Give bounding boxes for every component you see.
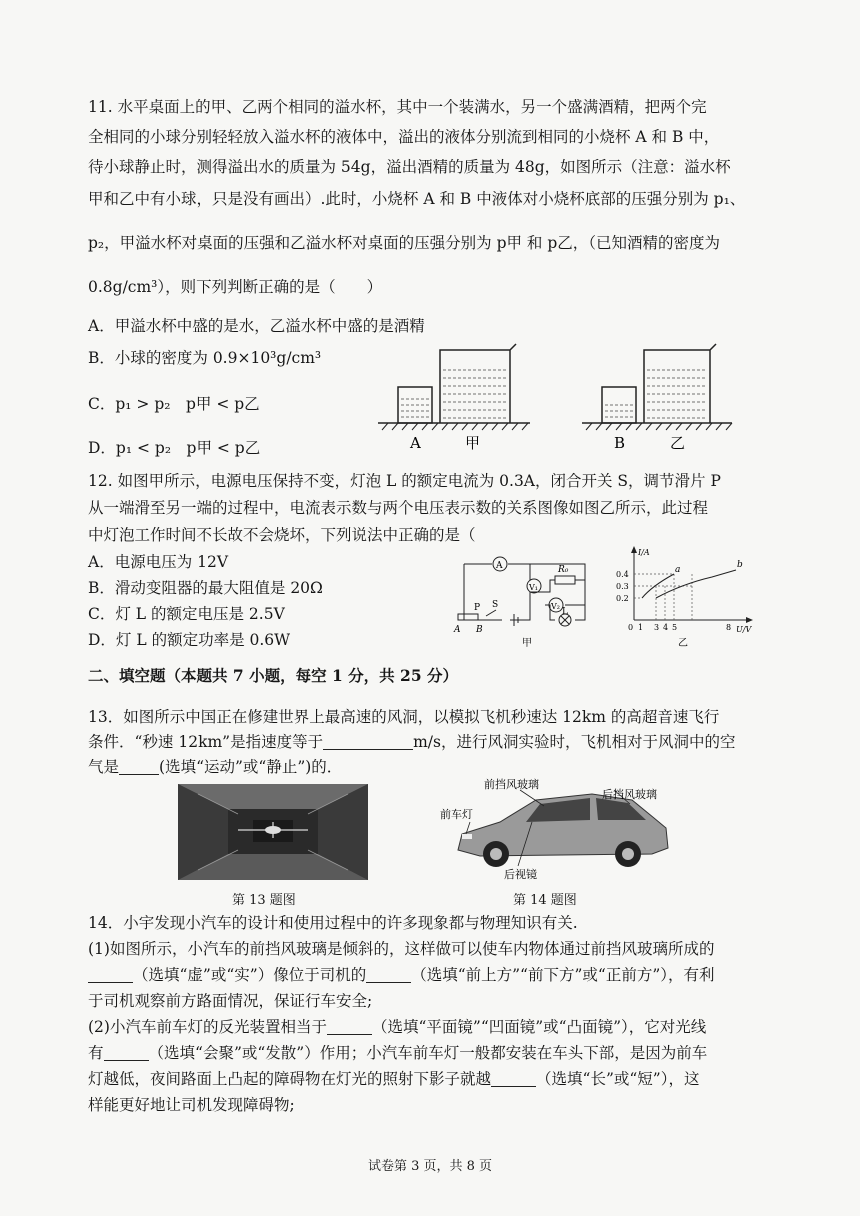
end-b-label: B	[476, 625, 483, 635]
q14-blank-light-effect[interactable]	[104, 1044, 149, 1061]
q14-line-5-pre: (2)小汽车前车灯的反光装置相当于	[88, 1018, 327, 1036]
q12-line-1: 12. 如图甲所示，电源电压保持不变，灯泡 L 的额定电流为 0.3A，闭合开关 S，调节滑片 P	[88, 472, 721, 490]
q11-line-6: 0.8g/cm³），则下列判断正确的是（ ）	[88, 278, 383, 296]
q14-blank-shadow-length[interactable]	[491, 1070, 536, 1087]
q11-line-3: 待小球静止时，测得溢出水的质量为 54g，溢出酒精的质量为 48g，如图所示（注意：溢水杯	[88, 158, 731, 176]
q14-blank-image-type[interactable]	[88, 966, 133, 983]
q11-line-4: 甲和乙中有小球，只是没有画出）.此时，小烧杯 A 和 B 中液体对小烧杯底部的压强分别为 p₁、	[88, 190, 746, 208]
graph-caption: 乙	[678, 638, 688, 649]
wind-tunnel-photo	[178, 784, 368, 880]
q13-blank-motion[interactable]	[119, 758, 159, 775]
q13-line-3	[88, 756, 778, 778]
lamp-l-label: L	[562, 607, 568, 617]
q14-line-6-pre: 有	[88, 1044, 104, 1062]
q14-line-6-post: （选填“会聚”或“发散”）作用；小汽车前车灯一般都安装在车头下部，是因为前车	[148, 1044, 708, 1062]
xtick-4: 4	[663, 623, 669, 632]
end-a-label: A	[454, 625, 461, 635]
q13-line-3-post: (选填“运动”或“静止”)的．	[159, 758, 343, 776]
xtick-8: 8	[726, 623, 732, 632]
q13-figure-caption: 第 13 题图	[232, 893, 296, 908]
q13-line-3-pre: 气是	[88, 758, 120, 776]
r0-label: R₀	[558, 565, 569, 575]
q13-line-2-post: m/s，进行风洞实验时，飞机相对于风洞中的空	[413, 733, 736, 751]
beaker-group-b-yi	[582, 344, 732, 452]
q14-figure-caption: 第 14 题图	[513, 893, 577, 908]
v2-label: V₂	[551, 602, 560, 611]
q14-line-4: 于司机观察前方路面情况，保证行车安全;	[88, 992, 373, 1010]
q14-line-3-mid: （选填“虚”或“实”）像位于司机的	[133, 966, 367, 984]
q11-option-c: C．p₁ > p₂ p甲 < p乙	[88, 395, 260, 413]
q14-line-1: 14．小宇发现小汽车的设计和使用过程中的许多现象都与物理知识有关.	[88, 914, 578, 932]
label-jia: 甲	[465, 434, 481, 452]
overflow-cup-yi	[644, 344, 716, 423]
q11-option-d: D．p₁ < p₂ p甲 < p乙	[88, 439, 261, 457]
car-figure	[440, 778, 700, 882]
q14-blank-mirror-type[interactable]	[327, 1018, 372, 1035]
q14-line-8: 样能更好地让司机发现障碍物;	[88, 1096, 295, 1114]
y-axis-label: I/A	[638, 548, 650, 557]
curve-b-label: b	[737, 560, 743, 570]
q14-blank-image-position[interactable]	[366, 966, 411, 983]
ytick-0-2: 0.2	[616, 594, 629, 603]
iu-graph	[612, 544, 762, 650]
xtick-0: 0	[628, 623, 634, 632]
q12-line-3: 中灯泡工作时间不长故不会烧坏，下列说法中正确的是（	[88, 526, 476, 544]
ammeter-label: A	[496, 561, 503, 571]
q14-line-7-post: （选填“长”或“短”），这	[536, 1070, 700, 1088]
q11-line-2: 全相同的小球分别轻轻放入溢水杯的液体中，溢出的液体分别流到相同的小烧杯 A 和 B 中，	[88, 128, 720, 146]
label-rear-glass: 后挡风玻璃	[602, 788, 657, 801]
ytick-0-4: 0.4	[616, 570, 629, 579]
label-mirror: 后视镜	[504, 868, 537, 881]
q12-option-a: A．电源电压为 12V	[88, 553, 229, 571]
xtick-1: 1	[638, 623, 644, 632]
overflow-cup-jia	[440, 344, 516, 423]
q12-option-b: B．滑动变阻器的最大阻值是 20Ω	[88, 579, 323, 597]
q11-line-5: p₂，甲溢水杯对桌面的压强和乙溢水杯对桌面的压强分别为 p甲 和 p乙，（已知酒精的密度为	[88, 234, 721, 252]
q11-line-1: 11. 水平桌面上的甲、乙两个相同的溢水杯，其中一个装满水，另一个盛满酒精，把两个完	[88, 98, 707, 116]
q14-line-3-post: （选填“前上方”“前下方”或“正前方”），有利	[411, 966, 715, 984]
label-headlight: 前车灯	[440, 808, 473, 821]
x-axis-label: U/V	[736, 625, 752, 634]
switch-s-label: S	[492, 600, 499, 610]
label-yi: 乙	[670, 434, 686, 452]
q14-line-7-pre: 灯越低，夜间路面上凸起的障碍物在灯光的照射下影子就越	[88, 1070, 492, 1088]
q14-line-7	[88, 1068, 778, 1090]
beaker-group-a-jia	[378, 344, 530, 452]
slider-p-label: P	[474, 603, 481, 613]
beaker-figure	[370, 342, 770, 457]
q11-option-a: A．甲溢水杯中盛的是水，乙溢水杯中盛的是酒精	[88, 317, 425, 335]
ytick-0-3: 0.3	[616, 582, 629, 591]
xtick-5: 5	[672, 623, 678, 632]
xtick-3: 3	[654, 623, 660, 632]
label-b: B	[614, 434, 626, 452]
rheostat-symbol	[458, 614, 478, 620]
q14-line-3	[88, 964, 778, 986]
q13-line-1: 13．如图所示中国正在修建世界上最高速的风洞，以模拟飞机秒速达 12km 的高超音速飞行	[88, 708, 720, 726]
q13-line-2-pre: 条件．“秒速 12km”是指速度等于	[88, 733, 324, 751]
circuit-caption: 甲	[522, 638, 532, 649]
section-2-heading: 二、填空题（本题共 7 小题，每空 1 分，共 25 分）	[88, 666, 459, 685]
curve-a-label: a	[675, 565, 681, 575]
q14-line-6	[88, 1042, 778, 1064]
q13-line-2	[88, 731, 778, 753]
resistor-r0	[555, 576, 575, 584]
q12-option-d: D．灯 L 的额定功率是 0.6W	[88, 631, 291, 649]
q13-blank-speed[interactable]	[323, 733, 413, 750]
q12-line-2: 从一端滑至另一端的过程中，电流表示数与两个电压表示数的关系图像如图乙所示，此过程	[88, 499, 709, 517]
v1-label: V₁	[529, 583, 538, 592]
circuit-diagram	[450, 550, 598, 650]
q14-line-5-post: （选填“平面镜”“凹面镜”或“凸面镜”），它对光线	[371, 1018, 707, 1036]
label-a: A	[410, 434, 421, 452]
q14-line-5	[88, 1016, 778, 1038]
q11-option-b: B．小球的密度为 0.9×10³g/cm³	[88, 349, 322, 367]
page-footer: 试卷第 3 页，共 8 页	[367, 1159, 493, 1174]
q14-line-2: (1)如图所示，小汽车的前挡风玻璃是倾斜的，这样做可以使车内物体通过前挡风玻璃所成的	[88, 940, 715, 958]
q12-option-c: C．灯 L 的额定电压是 2.5V	[88, 605, 285, 623]
label-windshield: 前挡风玻璃	[484, 778, 539, 791]
headlight-icon	[462, 834, 472, 839]
